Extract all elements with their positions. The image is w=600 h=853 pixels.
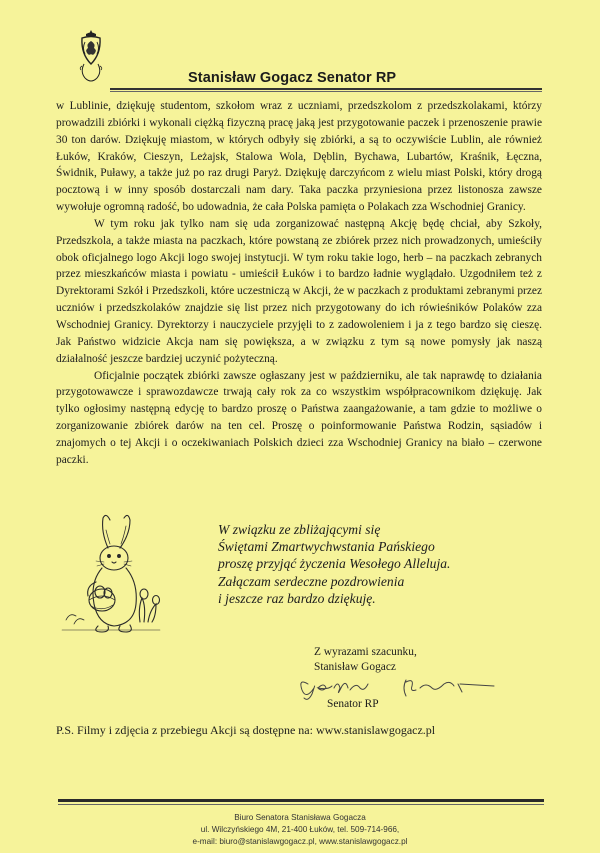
letterhead-title: Stanisław Gogacz Senator RP <box>188 70 397 86</box>
letter-body <box>56 98 542 469</box>
handwritten-signature <box>294 670 504 702</box>
body-paragraph: w Lublinie, dziękuję studentom, szkołom wraz z uczniami, przedszkolom z przedszkolakami, którzy prowadzili zbiórki i wykonali ciężką fizyczną pracę jaką jest przygotowanie paczek i przenoszenie prawie 30 ton darów. Dziękuję miastom, w których odbyły się zbiórki, a są to oczywiście Lublin, ale również Łuków, Kraków, Cieszyn, Leżajsk, Stalowa Wola, Dęblin, Bychawa, Lubartów, Kraśnik, Łęczna, Świdnik, Puławy, a także już po raz drugi Paryż. Dziękuję darczyńcom z wielu miast Polski, który drogą pocztową i w inny sposób dostarczali nam dary. Taka paczka przyniesiona przez listonosza zawsze wywołuje ogromną radość, bo udowadnia, że cała Polska pamięta o Polakach zza Wschodniej Granicy. <box>56 100 542 214</box>
footer-address: ul. Wilczyńskiego 4M, 21-400 Łuków, tel. 509-714-966, <box>200 825 400 834</box>
header-divider <box>110 88 542 90</box>
easter-bunny-illustration <box>56 512 168 637</box>
wishes-line: proszę przyjąć życzenia Wesołego Alleluja. <box>218 556 451 572</box>
closing-greeting: Z wyrazami szacunku, <box>314 646 417 658</box>
wishes-line: i jeszcze raz bardzo dziękuję. <box>218 590 376 606</box>
footer-contact-line: e-mail: biuro@stanislawgogacz.pl, www.stanislawgogacz.pl <box>192 837 408 846</box>
footer-contact <box>0 812 600 848</box>
body-paragraph: W tym roku jak tylko nam się uda zorganizować następną Akcję będę chciał, aby Szkoły, Przedszkola, a także miasta na paczkach, które powstaną ze zbiórek przez nich prowadzonych, umieściły obok oficjalnego logo Akcji logo swojej instytucji. W tym roku takie logo, herb – na paczkach zebranych przez mieszkańców miasta i powiatu - umieścił Łuków i to bardzo ładnie wyglądało. Uzgodniłem też z Dyrektorami Szkół i Przedszkoli, które uczestniczą w Akcji, że w paczkach z produktami zebranymi przez uczniów i przedszkolaków znajdzie się list przez nich przygotowany do ich rówieśników Polaków zza Wschodniej Granicy. Dyrektorzy i nauczyciele przyjęli to z zadowoleniem i ja z tego bardzo się cieszę. Jak Państwo widzicie Akcja nam się powiększa, a w związku z tym są nowe pomysły jak naszą działalność jeszcze bardziej uczynić pożyteczną. <box>56 217 542 365</box>
crest-emblem-icon <box>76 28 106 86</box>
wishes-line: Załączam serdeczne pozdrowienia <box>218 573 405 589</box>
wishes-line: W związku ze zbliżającymi się <box>218 522 381 537</box>
signatory-title: Senator RP <box>327 698 379 710</box>
footer-office: Biuro Senatora Stanisława Gogacza <box>234 813 366 822</box>
postscript: P.S. Filmy i zdjęcia z przebiegu Akcji są dostępne na: www.stanislawgogacz.pl <box>56 723 436 737</box>
footer-divider <box>58 799 544 802</box>
easter-wishes <box>218 521 548 607</box>
body-paragraph: Oficjalnie początek zbiórki zawsze ogłaszany jest w październiku, ale tak naprawdę to działania przygotowawcze i sprawozdawcze trwają cały rok za co wszystkim współpracownikom dziękuję. Jak tylko ogłosimy następną edycję to bardzo proszę o Państwa zaangażowanie, a tam gdzie to możliwe o zorganizowanie zbiórek darów na ten cel. Proszę o poinformowanie Państwa Rodzin, sąsiadów i znajomych o tej Akcji i o oczekiwaniach Polskich dzieci zza Wschodniej Granicy na biało – czerwone paczki. <box>56 369 542 466</box>
wishes-line: Świętami Zmartwychwstania Pańskiego <box>218 539 435 555</box>
header-divider-thin <box>110 91 542 92</box>
closing-name: Stanisław Gogacz <box>314 661 396 673</box>
footer-divider-thin <box>58 804 544 805</box>
